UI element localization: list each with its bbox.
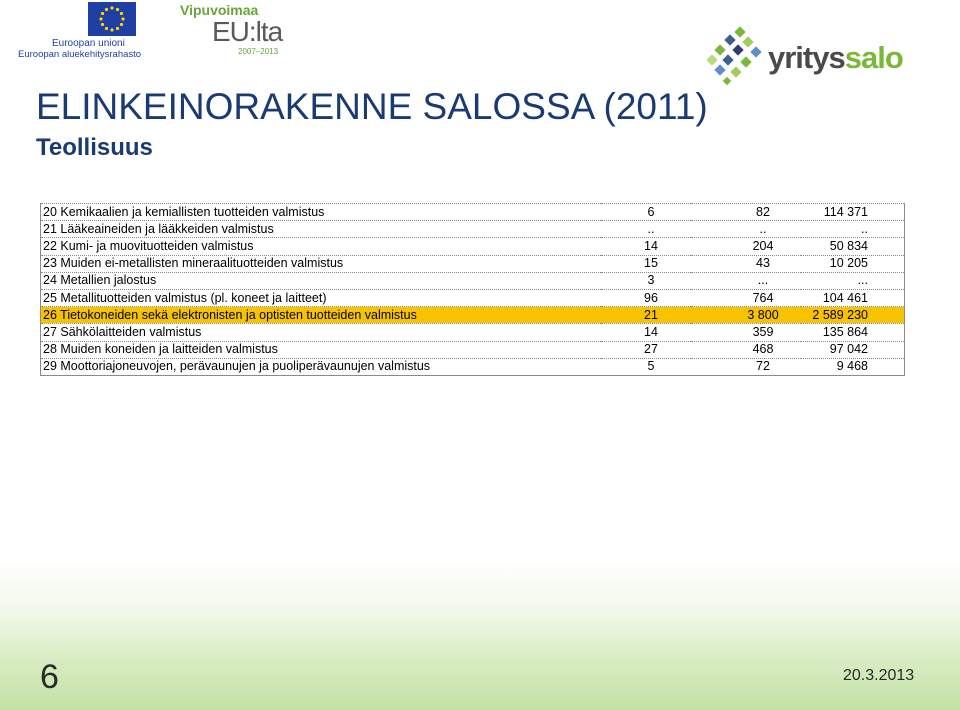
row-value-2: ... [691, 272, 801, 289]
table-row [41, 307, 905, 324]
row-value-1: 96 [601, 289, 691, 306]
yrityssalo-logo [706, 24, 916, 90]
vipuvoimaa-logo-line1: Vipuvoimaa [180, 2, 259, 18]
eu-logo-line1: Euroopan unioni [52, 38, 125, 49]
row-value-2: 82 [691, 204, 801, 221]
row-value-1: 14 [601, 324, 691, 341]
eu-logo [18, 2, 142, 60]
footer-band [0, 560, 960, 710]
row-value-3: 97 042 [801, 341, 905, 358]
row-name: 22 Kumi- ja muovituotteiden valmistus [41, 238, 601, 255]
table-row [41, 255, 905, 272]
table-row [41, 341, 905, 358]
slide-title: ELINKEINORAKENNE SALOSSA (2011) [36, 86, 708, 127]
table-row [41, 358, 905, 375]
row-value-1: .. [601, 221, 691, 238]
row-value-2: .. [691, 221, 801, 238]
row-name: 24 Metallien jalostus [41, 272, 601, 289]
row-value-3: .. [801, 221, 905, 238]
row-value-3: 10 205 [801, 255, 905, 272]
row-name: 29 Moottoriajoneuvojen, perävaunujen ja puoliperävaunujen valmistus [41, 358, 601, 375]
row-name: 27 Sähkölaitteiden valmistus [41, 324, 601, 341]
yrityssalo-mosaic-icon [706, 24, 768, 90]
table-row [41, 221, 905, 238]
row-name: 25 Metallituotteiden valmistus (pl. koneet ja laitteet) [41, 289, 601, 306]
table-row [41, 204, 905, 221]
eu-flag-icon [88, 2, 136, 36]
row-name: 20 Kemikaalien ja kemiallisten tuotteiden valmistus [41, 204, 601, 221]
row-name: 28 Muiden koneiden ja laitteiden valmistus [41, 341, 601, 358]
row-name: 26 Tietokoneiden sekä elektronisten ja optisten tuotteiden valmistus [41, 307, 601, 324]
row-value-3: 104 461 [801, 289, 905, 306]
row-value-1: 21 [601, 307, 691, 324]
row-value-2: 204 [691, 238, 801, 255]
vipuvoimaa-logo-line2: EU:lta [212, 16, 283, 47]
row-name: 23 Muiden ei-metallisten mineraalituotteiden valmistus [41, 255, 601, 272]
row-value-1: 5 [601, 358, 691, 375]
row-value-2: 468 [691, 341, 801, 358]
table-row [41, 324, 905, 341]
row-value-1: 27 [601, 341, 691, 358]
vipuvoimaa-logo-line3: 2007–2013 [238, 47, 279, 56]
row-value-1: 3 [601, 272, 691, 289]
page-number: 6 [40, 658, 59, 696]
row-value-3: 135 864 [801, 324, 905, 341]
yrityssalo-word2: salo [844, 40, 903, 75]
yrityssalo-wordmark [768, 40, 903, 76]
row-value-2: 764 [691, 289, 801, 306]
row-value-1: 6 [601, 204, 691, 221]
row-value-2: 359 [691, 324, 801, 341]
slide-date: 20.3.2013 [843, 667, 915, 684]
row-value-1: 15 [601, 255, 691, 272]
table-row [41, 289, 905, 306]
row-value-3: 9 468 [801, 358, 905, 375]
yrityssalo-word1: yritys [768, 40, 845, 75]
industry-table [40, 203, 905, 376]
row-name: 21 Lääkeaineiden ja lääkkeiden valmistus [41, 221, 601, 238]
table-row [41, 238, 905, 255]
slide-subtitle: Teollisuus [36, 134, 153, 161]
row-value-2: 3 800 [691, 307, 801, 324]
table-row [41, 272, 905, 289]
row-value-2: 72 [691, 358, 801, 375]
row-value-3: ... [801, 272, 905, 289]
vipuvoimaa-logo [180, 2, 310, 60]
row-value-3: 114 371 [801, 204, 905, 221]
row-value-3: 50 834 [801, 238, 905, 255]
row-value-2: 43 [691, 255, 801, 272]
row-value-1: 14 [601, 238, 691, 255]
row-value-3: 2 589 230 [801, 307, 905, 324]
eu-logo-line2: Euroopan aluekehitysrahasto [18, 49, 142, 60]
